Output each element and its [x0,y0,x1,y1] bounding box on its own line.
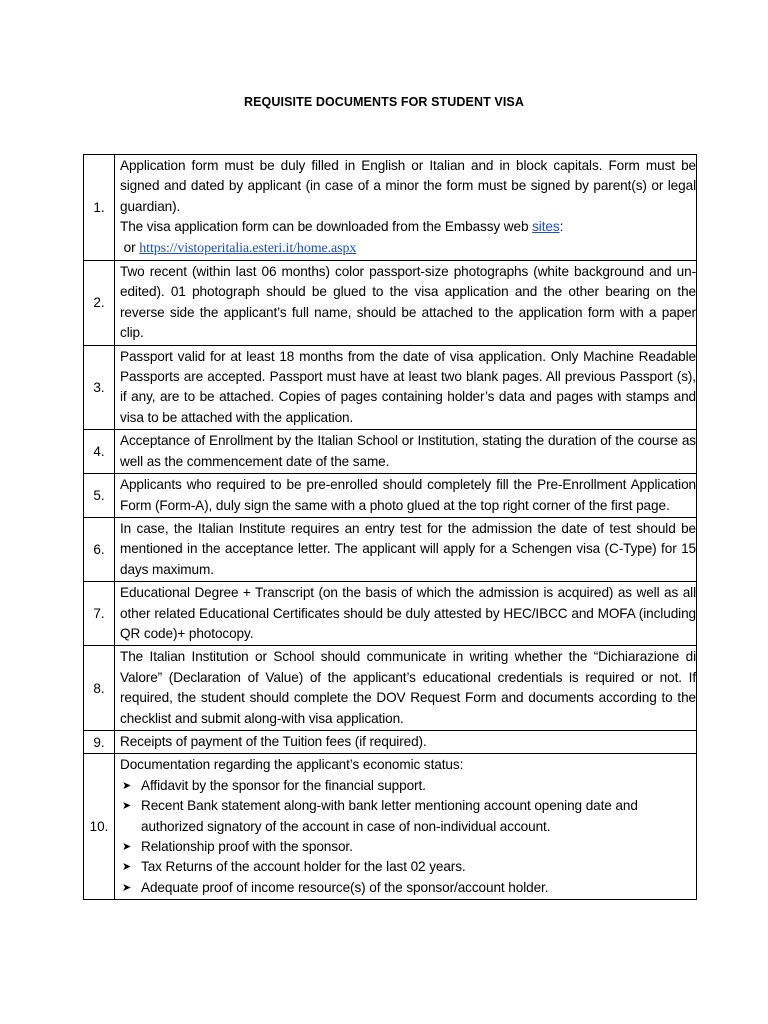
arrow-bullet-icon: ➤ [122,861,132,874]
or-text: or [120,239,140,255]
table-row [84,754,697,900]
row-text: Receipts of payment of the Tuition fees (if required). [115,730,697,753]
economic-docs-list [120,776,696,898]
table-row [84,261,697,346]
row-text [115,155,697,261]
list-item [120,796,696,837]
sites-link[interactable]: sites [532,219,560,235]
table-row [84,517,697,581]
list-item [120,857,696,877]
list-item-text: Affidavit by the sponsor for the financial support. [141,777,426,793]
table-row [84,582,697,646]
row-number: 5. [84,474,115,518]
page-title: REQUISITE DOCUMENTS FOR STUDENT VISA [243,95,524,109]
economic-status-heading: Documentation regarding the applicant’s economic status: [120,757,464,773]
table-row [84,730,697,753]
row-text: The Italian Institution or School should communicate in writing whether the “Dichiarazione di Valore” (Declaration of Value) of the applicant’s educational credentials is required or not. If required, the student should complete the DOV Request Form and documents according to the checklist and submit along-with visa application. [115,646,697,731]
list-item-text: Relationship proof with the sponsor. [141,839,353,854]
download-colon: : [559,219,564,235]
url-line [120,238,696,259]
row-number: 9. [84,730,115,753]
row-number: 8. [84,646,115,731]
list-item [120,878,696,898]
row-text: Two recent (within last 06 months) color passport-size photographs (white background and un-edited). 01 photograph should be glued to the visa application and the other bearing on the reverse side the applicant’s full name, should be attached to the application form with a paper clip. [115,261,697,346]
row-number: 3. [84,345,115,430]
download-line [120,217,696,237]
requirements-table [83,154,697,900]
row-text: Applicants who required to be pre-enrolled should completely fill the Pre-Enrollment Application Form (Form-A), duly sign the same with a photo glued at the top right corner of the first page. [115,474,697,518]
row-text: Acceptance of Enrollment by the Italian School or Institution, stating the duration of the course as well as the commencement date of the same. [115,430,697,474]
list-item [120,837,696,857]
arrow-bullet-icon: ➤ [122,800,132,813]
row-text [115,754,697,900]
table-row [84,474,697,518]
row-number: 6. [84,517,115,581]
arrow-bullet-icon: ➤ [122,881,132,894]
row-number: 1. [84,155,115,261]
arrow-bullet-icon: ➤ [122,779,132,792]
row-text: In case, the Italian Institute requires an entry test for the admission the date of test should be mentioned in the acceptance letter. The applicant will apply for a Schengen visa (C-Type) for 15 days maximum. [115,517,697,581]
list-item-text: Tax Returns of the account holder for the last 02 years. [141,859,466,875]
list-item-text: Recent Bank statement along-with bank letter mentioning account opening date and authorized signatory of the account in case of non-individual account. [141,798,638,834]
table-row [84,646,697,731]
table-row [84,155,697,261]
download-text: The visa application form can be downloaded from the Embassy web [120,219,533,235]
table-row [84,345,697,430]
embassy-url-link[interactable]: https://vistoperitalia.esteri.it/home.aspx [139,240,357,256]
row-text: Passport valid for at least 18 months from the date of visa application. Only Machine Readable Passports are accepted. Passport must have at least two blank pages. All previous Passport (s), if any, are to be attached. Copies of pages containing holder’s data and pages with stamps and visa to be attached with the application. [115,345,697,430]
arrow-bullet-icon: ➤ [122,841,132,853]
row-number: 10. [84,754,115,900]
row-number: 2. [84,261,115,346]
table-row [84,430,697,474]
row-paragraph: Application form must be duly filled in English or Italian and in block capitals. Form must be signed and dated by applicant (in case of a minor the form must be signed by parent(s) or legal guardian). [120,158,696,214]
list-item [120,776,696,796]
list-item-text: Adequate proof of income resource(s) of the sponsor/account holder. [141,879,549,895]
row-number: 7. [84,582,115,646]
row-number: 4. [84,430,115,474]
row-text: Educational Degree + Transcript (on the basis of which the admission is acquired) as well as all other related Educational Certificates should be duly attested by HEC/IBCC and MOFA (including QR code)+ photocopy. [115,582,697,646]
